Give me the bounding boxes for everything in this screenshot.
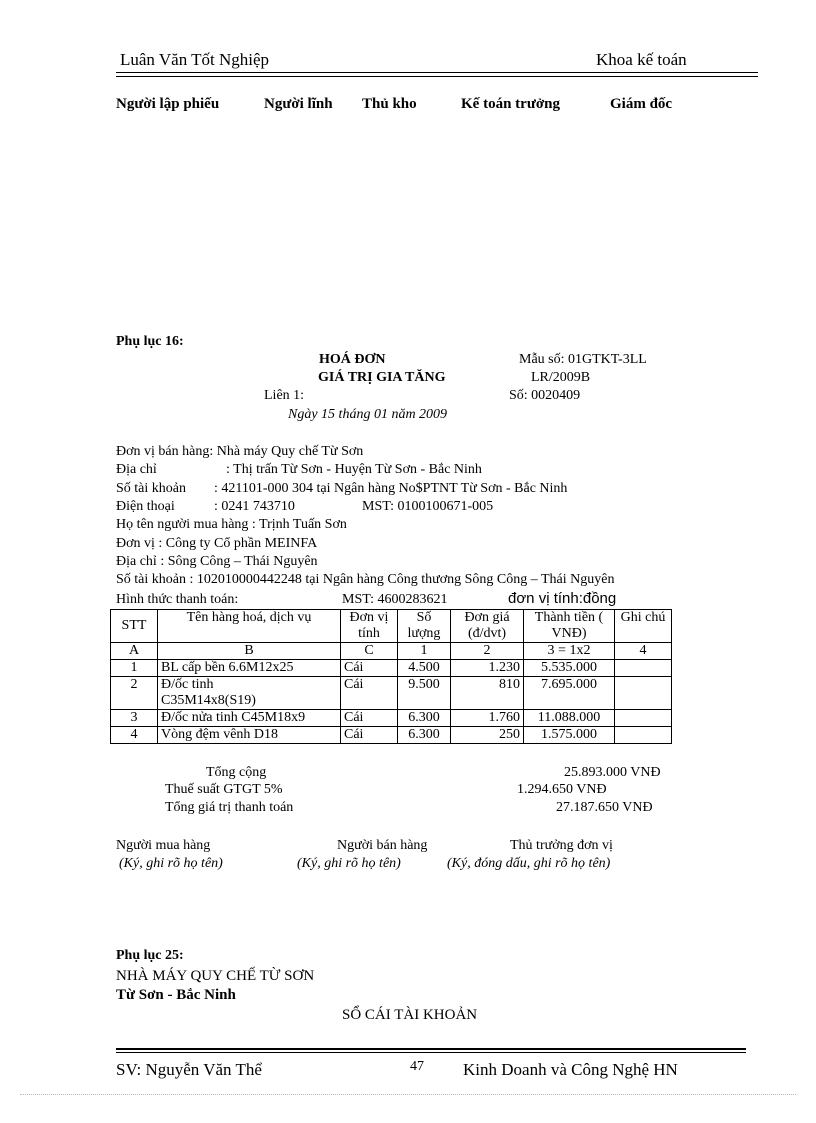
row-qty: 4.500 [398, 660, 451, 677]
invoice-copy: Liên 1: [264, 388, 305, 403]
form-number: Mẫu số: 01GTKT-3LL [519, 352, 647, 367]
header-note: Ghi chú [615, 610, 672, 643]
table-row [111, 660, 672, 677]
row-item-text: Đ/ốc tinh C35M14x8(S19) [161, 677, 256, 708]
buyer-unit: Đơn vị : Công ty Cổ phần MEINFA [116, 536, 318, 551]
row-stt: 3 [111, 710, 158, 727]
grand-total-value: 27.187.650 VNĐ [556, 800, 653, 815]
row-stt: 1 [111, 660, 158, 677]
code-2: 2 [451, 643, 524, 660]
ledger-title: SỔ CÁI TÀI KHOẢN [342, 1007, 478, 1023]
sign-seller-note: (Ký, ghi rõ họ tên) [297, 856, 401, 871]
code-1: 1 [398, 643, 451, 660]
footer-school: Kinh Doanh và Công Nghệ HN [463, 1060, 678, 1079]
row-note [615, 677, 672, 710]
buyer-account: Số tài khoản : 102010000442248 tại Ngân hàng Công thương Sông Công – Thái Nguyên [116, 572, 615, 587]
company-name: NHÀ MÁY QUY CHẾ TỪ SƠN [116, 968, 315, 984]
sign-seller: Người bán hàng [337, 838, 428, 853]
total-value: 25.893.000 VNĐ [564, 765, 661, 780]
sign-buyer: Người mua hàng [116, 838, 211, 853]
row-price: 1.760 [451, 710, 524, 727]
row-qty: 6.300 [398, 727, 451, 744]
code-3: 3 = 1x2 [524, 643, 615, 660]
table-header-row [111, 610, 672, 643]
buyer-address: Địa chỉ : Sông Công – Thái Nguyên [116, 554, 318, 569]
code-4: 4 [615, 643, 672, 660]
row-price: 250 [451, 727, 524, 744]
row-unit: Cái [341, 710, 398, 727]
row-note [615, 727, 672, 744]
row-amount: 11.088.000 [524, 710, 615, 727]
table-row [111, 727, 672, 744]
buyer-tax-code: MST: 4600283621 [342, 592, 448, 607]
row-price: 810 [451, 677, 524, 710]
row-item: Vòng đệm vênh D18 [158, 727, 341, 744]
sign-head: Thủ trưởng đơn vị [510, 838, 613, 853]
invoice-title-2: GIÁ TRỊ GIA TĂNG [318, 370, 446, 385]
phone-label: Điện thoại [116, 499, 175, 514]
row-stt: 4 [111, 727, 158, 744]
row-amount: 7.695.000 [524, 677, 615, 710]
seller-address-label: Địa chỉ [116, 462, 157, 477]
page-number: 47 [410, 1059, 424, 1074]
row-qty: 9.500 [398, 677, 451, 710]
footer-student: SV: Nguyễn Văn Thể [116, 1060, 262, 1079]
header-amount: Thành tiền ( VNĐ) [524, 610, 615, 643]
header-stt: STT [111, 610, 158, 643]
appendix16-label: Phụ lục 16: [116, 334, 184, 349]
seller-account: : 421101-000 304 tại Ngân hàng No$PTNT Từ Sơn - Bắc Ninh [214, 481, 568, 496]
sig-chief-accountant: Kế toán trưởng [461, 96, 560, 112]
row-item: BL cấp bền 6.6M12x25 [158, 660, 341, 677]
header-item: Tên hàng hoá, dịch vụ [158, 610, 341, 643]
invoice-title-1: HOÁ ĐƠN [319, 352, 386, 367]
row-unit: Cái [341, 660, 398, 677]
form-series: LR/2009B [531, 370, 591, 385]
row-item: Đ/ốc nửa tinh C45M18x9 [158, 710, 341, 727]
invoice-table [110, 609, 672, 744]
phone: : 0241 743710 [214, 499, 295, 514]
header-left: Luân Văn Tốt Nghiệp [120, 50, 270, 69]
sig-director: Giám đốc [610, 96, 673, 112]
row-amount: 5.535.000 [524, 660, 615, 677]
row-unit: Cái [341, 727, 398, 744]
table-row [111, 710, 672, 727]
footer-rule-2 [116, 1052, 746, 1053]
page-bottom-divider [20, 1094, 796, 1095]
grand-total-label: Tổng giá trị thanh toán [165, 800, 294, 815]
sig-maker: Người lập phiếu [116, 96, 220, 112]
row-item [158, 677, 341, 710]
row-note [615, 660, 672, 677]
sig-receiver: Người lĩnh [264, 96, 333, 112]
code-b: B [158, 643, 341, 660]
table-row [111, 677, 672, 710]
row-price: 1.230 [451, 660, 524, 677]
row-note [615, 710, 672, 727]
header-qty: Số lượng [398, 610, 451, 643]
row-unit: Cái [341, 677, 398, 710]
sign-head-note: (Ký, đóng dấu, ghi rõ họ tên) [447, 856, 611, 871]
total-label: Tổng cộng [206, 765, 267, 780]
header-rule-2 [116, 76, 758, 77]
table-code-row [111, 643, 672, 660]
row-amount: 1.575.000 [524, 727, 615, 744]
payment-method: Hình thức thanh toán: [116, 592, 239, 607]
invoice-number: Số: 0020409 [509, 388, 581, 403]
footer-rule-1 [116, 1048, 746, 1050]
buyer-name: Họ tên người mua hàng : Trịnh Tuấn Sơn [116, 517, 347, 532]
row-qty: 6.300 [398, 710, 451, 727]
appendix25-label: Phụ lục 25: [116, 948, 184, 963]
header-unit: Đơn vị tính [341, 610, 398, 643]
row-stt: 2 [111, 677, 158, 710]
header-right: Khoa kế toán [596, 50, 687, 69]
code-a: A [111, 643, 158, 660]
seller-account-label: Số tài khoản [116, 481, 186, 496]
invoice-date: Ngày 15 tháng 01 năm 2009 [288, 407, 448, 422]
header-rule-1 [116, 72, 758, 73]
seller-address: : Thị trấn Từ Sơn - Huyện Từ Sơn - Bắc Ninh [226, 462, 482, 477]
company-location: Từ Sơn - Bắc Ninh [116, 987, 236, 1003]
seller-tax-code: MST: 0100100671-005 [362, 499, 494, 514]
vat-value: 1.294.650 VNĐ [517, 782, 607, 797]
vat-label: Thuế suất GTGT 5% [165, 782, 283, 797]
unit-note: đơn vị tính:đồng [508, 590, 617, 607]
seller-unit: Đơn vị bán hàng: Nhà máy Quy chế Từ Sơn [116, 444, 364, 459]
sig-storekeeper: Thủ kho [362, 96, 417, 112]
code-c: C [341, 643, 398, 660]
sign-buyer-note: (Ký, ghi rõ họ tên) [119, 856, 223, 871]
header-price: Đơn giá (đ/dvt) [451, 610, 524, 643]
